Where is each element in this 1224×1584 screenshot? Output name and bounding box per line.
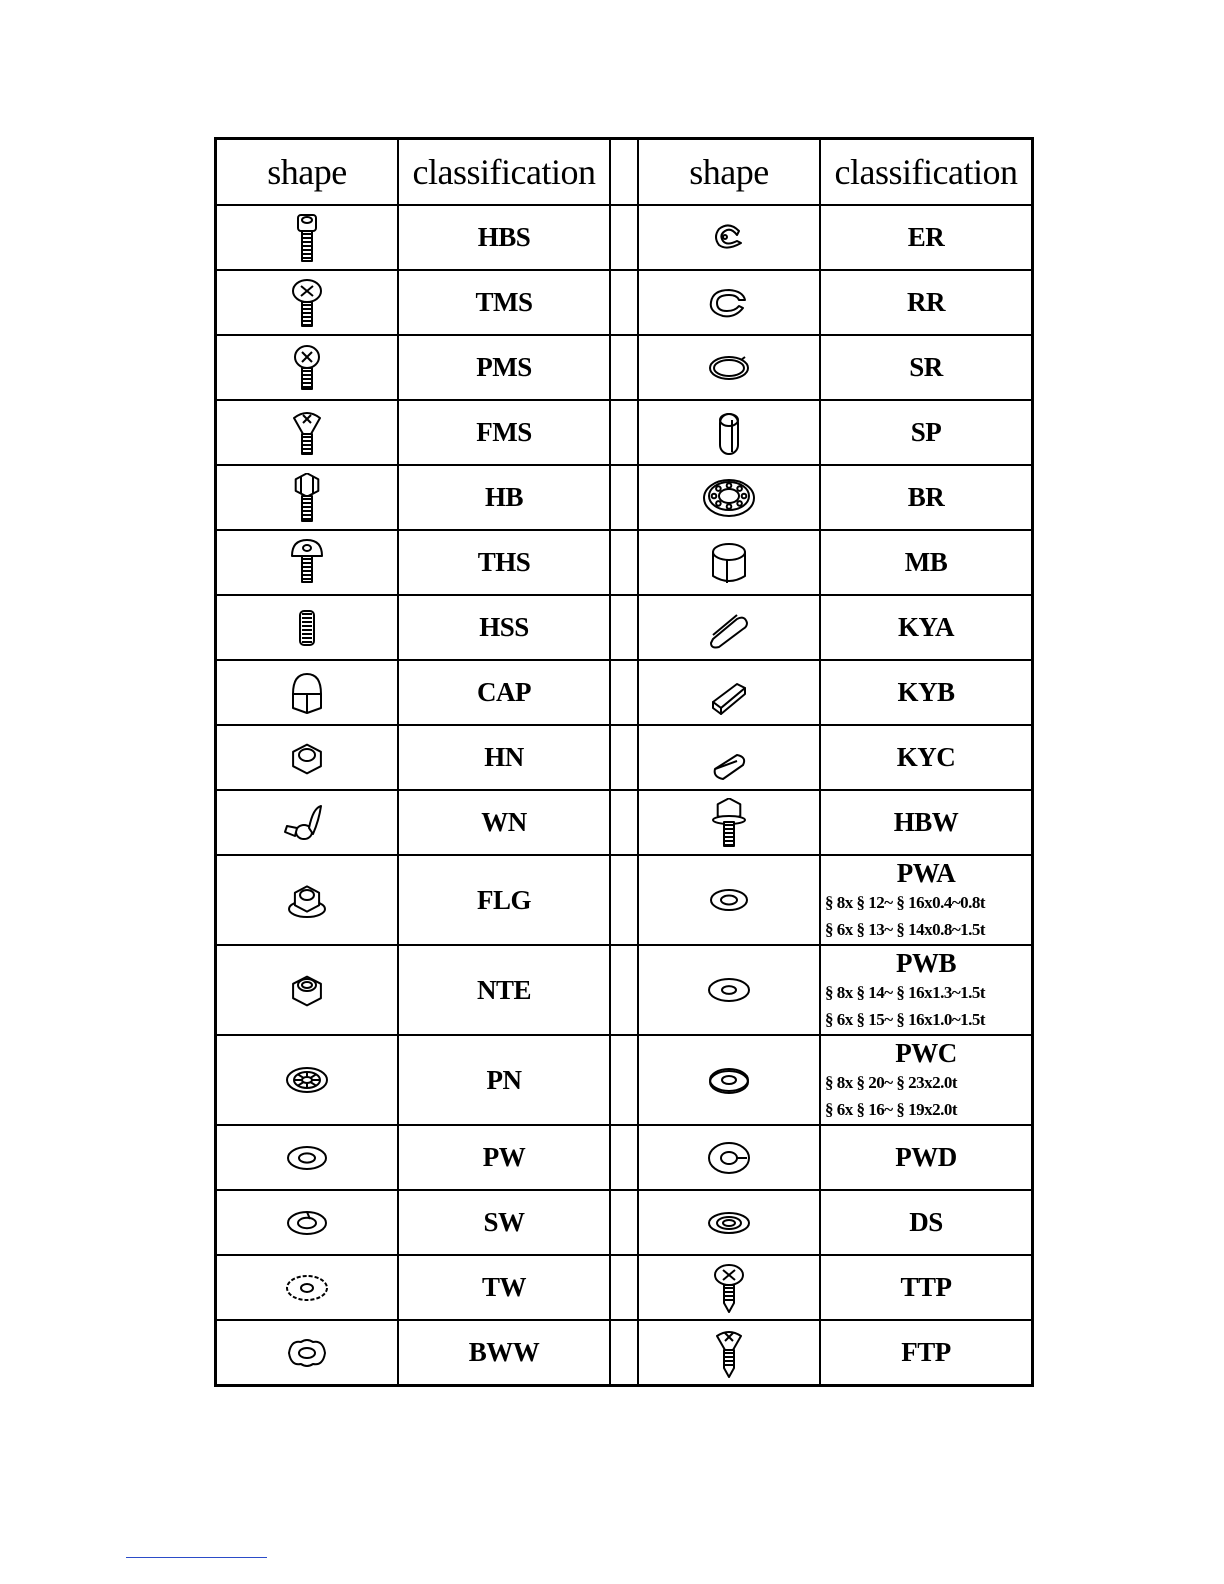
classification-code: HN [484, 742, 524, 772]
key-a-icon [699, 603, 759, 653]
classification-code: NTE [476, 974, 532, 1005]
left-shape-cell [216, 855, 399, 945]
right-shape-cell [638, 465, 820, 530]
washer-spec-line: § 8x § 12~ § 16x0.4~0.8t [825, 892, 986, 912]
table-row [216, 1190, 1033, 1255]
left-shape-cell [216, 465, 399, 530]
table-row [216, 855, 1033, 945]
classification-code: THS [477, 547, 531, 577]
right-shape-cell [638, 725, 820, 790]
right-shape-cell [638, 595, 820, 660]
left-classification-cell [398, 855, 610, 945]
classification-code: PWA [896, 857, 956, 888]
column-divider [610, 270, 638, 335]
left-classification-cell [398, 1035, 610, 1125]
column-divider [610, 1255, 638, 1320]
hex-bolt-icon [277, 473, 337, 523]
classification-code: CAP [477, 677, 531, 707]
right-shape-cell [638, 1320, 820, 1386]
cap-nut-icon [277, 668, 337, 718]
right-shape-cell [638, 205, 820, 270]
classification-code: WN [481, 807, 527, 837]
left-shape-cell [216, 945, 399, 1035]
table-row [216, 270, 1033, 335]
left-shape-header: shape [216, 139, 399, 206]
classification-code: HB [484, 482, 523, 512]
classification-code: PWB [895, 947, 956, 978]
left-classification-cell [398, 790, 610, 855]
column-divider [610, 465, 638, 530]
left-classification-cell [398, 205, 610, 270]
right-classification-cell [820, 945, 1033, 1035]
table-row [216, 465, 1033, 530]
classification-code: FTP [901, 1337, 951, 1367]
plain-washer-b-icon [699, 965, 759, 1015]
hex-nut-icon [277, 733, 337, 783]
right-shape-cell [638, 660, 820, 725]
washer-spec-line: § 8x § 20~ § 23x2.0t [825, 1072, 958, 1092]
right-classification-cell [820, 205, 1033, 270]
left-shape-cell [216, 530, 399, 595]
column-divider [610, 790, 638, 855]
right-shape-cell [638, 855, 820, 945]
column-divider [610, 205, 638, 270]
table-header-row [216, 139, 1033, 206]
right-classification-cell [820, 725, 1033, 790]
classification-code: PMS [476, 352, 532, 382]
right-classification-cell [820, 1320, 1033, 1386]
left-classification-cell [398, 400, 610, 465]
classification-code: FLG [476, 884, 531, 915]
classification-code: PW [482, 1142, 526, 1172]
classification-code: KYA [897, 612, 955, 642]
left-classification-cell [398, 530, 610, 595]
column-divider [610, 1035, 638, 1125]
left-shape-cell [216, 1190, 399, 1255]
table-row [216, 1320, 1033, 1386]
truss-tapping-screw-icon [699, 1263, 759, 1313]
classification-code: SR [909, 352, 943, 382]
right-shape-cell [638, 1190, 820, 1255]
plain-washer-icon [277, 1133, 337, 1183]
hardware-legend-table [214, 137, 1034, 1387]
classification-code: KYC [896, 742, 956, 772]
washer-spec-line: § 6x § 13~ § 14x0.8~1.5t [825, 919, 986, 939]
left-shape-cell [216, 1125, 399, 1190]
set-screw-icon [277, 603, 337, 653]
wing-nut-icon [277, 798, 337, 848]
classification-code: TTP [900, 1272, 952, 1302]
left-classification-cell [398, 1125, 610, 1190]
classification-code: MB [904, 547, 948, 577]
column-divider [610, 660, 638, 725]
flange-nut-icon [277, 875, 337, 925]
hex-bolt-washer-icon [699, 798, 759, 848]
washer-spec-line: § 6x § 15~ § 16x1.0~1.5t [825, 1009, 986, 1029]
classification-code: PWD [895, 1142, 957, 1172]
right-shape-cell [638, 1125, 820, 1190]
column-divider [610, 139, 638, 206]
classification-code: SW [483, 1207, 525, 1237]
column-divider [610, 595, 638, 660]
table-row [216, 945, 1033, 1035]
column-divider [610, 725, 638, 790]
right-classification-header: classification [820, 139, 1033, 206]
plain-washer-d-icon [699, 1133, 759, 1183]
right-classification-cell [820, 1190, 1033, 1255]
left-shape-cell [216, 270, 399, 335]
button-head-screw-icon [277, 538, 337, 588]
key-b-icon [699, 668, 759, 718]
right-classification-cell [820, 400, 1033, 465]
table-row [216, 1125, 1033, 1190]
nylon-lock-nut-icon [277, 965, 337, 1015]
left-classification-header: classification [398, 139, 610, 206]
table-row [216, 205, 1033, 270]
flat-tapping-screw-icon [699, 1328, 759, 1378]
left-shape-cell [216, 725, 399, 790]
left-shape-cell [216, 400, 399, 465]
classification-code: ER [907, 222, 945, 252]
right-classification-cell [820, 270, 1033, 335]
left-classification-cell [398, 1190, 610, 1255]
classification-code: TW [481, 1272, 526, 1302]
column-divider [610, 945, 638, 1035]
hardware-legend-sheet [214, 137, 1034, 1387]
classification-code: BWW [468, 1337, 540, 1367]
right-shape-cell [638, 400, 820, 465]
left-shape-cell [216, 595, 399, 660]
table-row [216, 790, 1033, 855]
ball-bearing-icon [699, 473, 759, 523]
right-shape-cell [638, 1035, 820, 1125]
right-shape-cell [638, 270, 820, 335]
column-divider [610, 400, 638, 465]
right-classification-cell [820, 335, 1033, 400]
left-shape-cell [216, 1320, 399, 1386]
right-classification-cell [820, 855, 1033, 945]
spring-washer-icon [277, 1198, 337, 1248]
spring-pin-icon [699, 408, 759, 458]
right-classification-cell [820, 1255, 1033, 1320]
column-divider [610, 1125, 638, 1190]
column-divider [610, 335, 638, 400]
classification-code: FMS [476, 417, 532, 447]
left-classification-cell [398, 725, 610, 790]
right-shape-cell [638, 790, 820, 855]
column-divider [610, 1320, 638, 1386]
push-nut-icon [277, 1055, 337, 1105]
left-shape-cell [216, 1035, 399, 1125]
right-classification-cell [820, 465, 1033, 530]
column-divider [610, 855, 638, 945]
classification-code: RR [907, 287, 945, 317]
table-row [216, 660, 1033, 725]
left-classification-cell [398, 660, 610, 725]
left-shape-cell [216, 205, 399, 270]
column-divider [610, 1190, 638, 1255]
table-row [216, 725, 1033, 790]
right-shape-cell [638, 335, 820, 400]
snap-ring-icon [699, 343, 759, 393]
right-classification-cell [820, 660, 1033, 725]
table-row [216, 335, 1033, 400]
metal-bushing-icon [699, 538, 759, 588]
right-classification-cell [820, 790, 1033, 855]
classification-code: SP [910, 417, 942, 447]
right-classification-cell [820, 1125, 1033, 1190]
retaining-ring-icon [699, 278, 759, 328]
right-classification-cell [820, 595, 1033, 660]
table-row [216, 595, 1033, 660]
socket-head-bolt-icon [277, 213, 337, 263]
classification-code: DS [909, 1207, 943, 1237]
key-c-icon [699, 733, 759, 783]
right-shape-header: shape [638, 139, 820, 206]
classification-code: KYB [897, 677, 955, 707]
left-shape-cell [216, 660, 399, 725]
left-classification-cell [398, 945, 610, 1035]
right-shape-cell [638, 1255, 820, 1320]
classification-code: TMS [475, 287, 533, 317]
column-divider [610, 530, 638, 595]
disc-spring-icon [699, 1198, 759, 1248]
table-row [216, 1255, 1033, 1320]
toothed-washer-icon [277, 1263, 337, 1313]
classification-code: PWC [895, 1037, 957, 1068]
left-classification-cell [398, 335, 610, 400]
right-shape-cell [638, 945, 820, 1035]
washer-spec-line: § 6x § 16~ § 19x2.0t [825, 1099, 958, 1119]
truss-head-screw-icon [277, 278, 337, 328]
right-classification-cell [820, 530, 1033, 595]
left-shape-cell [216, 1255, 399, 1320]
right-shape-cell [638, 530, 820, 595]
classification-code: HBW [893, 807, 959, 837]
left-classification-cell [398, 465, 610, 530]
table-row [216, 530, 1033, 595]
right-classification-cell [820, 1035, 1033, 1125]
left-shape-cell [216, 335, 399, 400]
footnote-rule [126, 1557, 267, 1558]
plain-washer-a-icon [699, 875, 759, 925]
classification-code: HBS [477, 222, 531, 252]
pan-head-screw-icon [277, 343, 337, 393]
classification-code: HSS [479, 612, 529, 642]
classification-code: PN [486, 1064, 522, 1095]
left-classification-cell [398, 1320, 610, 1386]
table-row [216, 400, 1033, 465]
left-classification-cell [398, 595, 610, 660]
classification-code: BR [907, 482, 945, 512]
table-row [216, 1035, 1033, 1125]
flat-head-screw-icon [277, 408, 337, 458]
left-shape-cell [216, 790, 399, 855]
washer-spec-line: § 8x § 14~ § 16x1.3~1.5t [825, 982, 986, 1002]
e-ring-icon [699, 213, 759, 263]
left-classification-cell [398, 1255, 610, 1320]
left-classification-cell [398, 270, 610, 335]
wave-washer-icon [277, 1328, 337, 1378]
plain-washer-c-icon [699, 1055, 759, 1105]
